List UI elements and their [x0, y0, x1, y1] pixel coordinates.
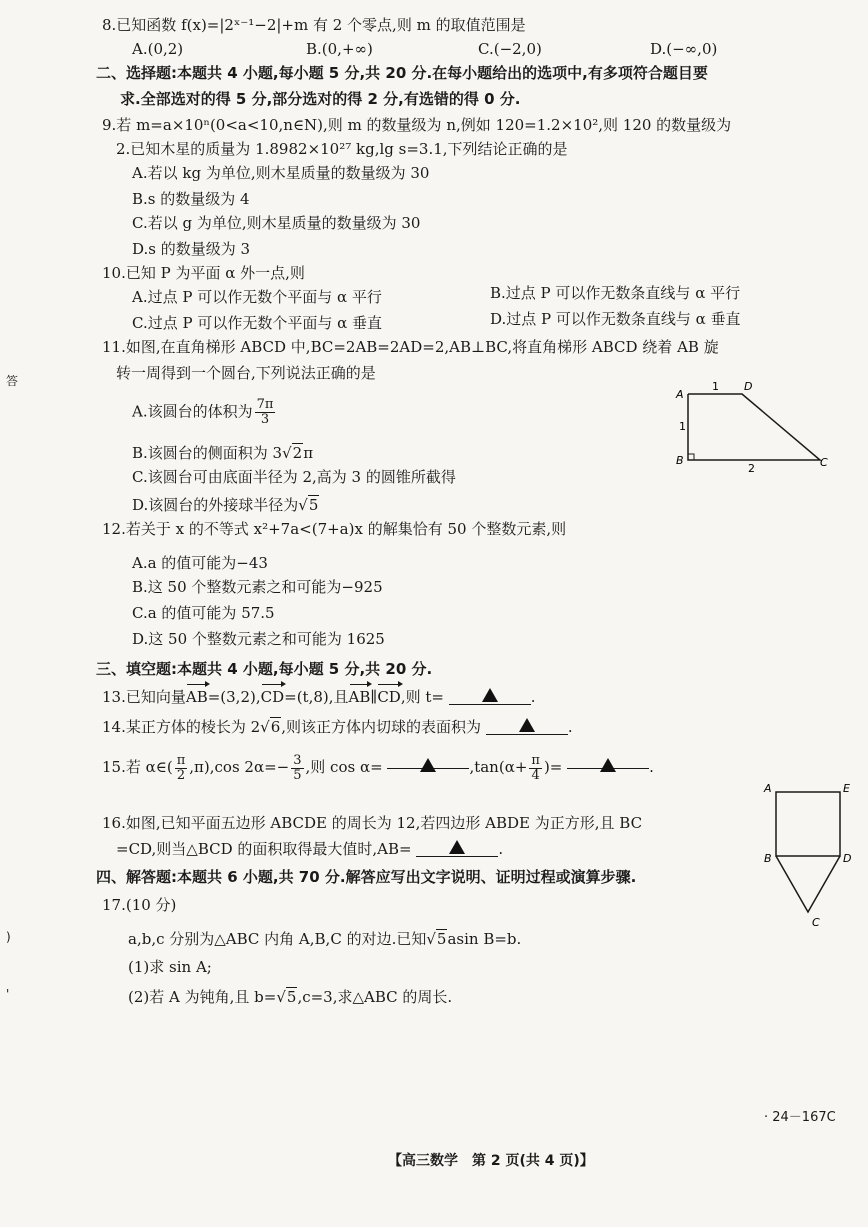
q8-option-c: C.(−2,0): [478, 40, 542, 58]
vertex-label-b: B: [764, 852, 772, 865]
q11-option-b: [132, 442, 313, 464]
sqrt-symbol: √: [276, 988, 286, 1006]
answer-blank[interactable]: [416, 838, 498, 857]
fraction-numerator: π: [176, 752, 186, 768]
q14: [102, 716, 573, 738]
q11-option-c: C.该圆台可由底面半径为 2,高为 3 的圆锥所截得: [132, 468, 456, 486]
side-label-bc: 2: [748, 462, 755, 474]
radicand: 6: [270, 718, 281, 736]
q12-option-c: C.a 的值可能为 57.5: [132, 604, 275, 622]
q11-option-a: [132, 398, 277, 427]
margin-mark: ): [6, 930, 11, 944]
q11-option-b-suffix: π: [303, 444, 314, 462]
q10-stem: 10.已知 P 为平面 α 外一点,则: [102, 264, 305, 282]
radicand: 5: [436, 930, 447, 948]
fraction-denominator: 3: [260, 412, 270, 427]
q11-stem-2: 转一周得到一个圆台,下列说法正确的是: [116, 364, 376, 382]
q12-option-b: B.这 50 个整数元素之和可能为−925: [132, 578, 383, 596]
q15-text: 15.若 α∈(: [102, 758, 173, 776]
q11-option-d-text: D.该圆台的外接球半径为: [132, 496, 299, 514]
side-label-ad: 1: [712, 380, 719, 393]
fraction: [291, 754, 303, 783]
q10-option-d: D.过点 P 可以作无数条直线与 α 垂直: [490, 310, 741, 328]
q15-text: ,则 cos α=: [305, 758, 383, 776]
fraction-numerator: 3: [293, 752, 302, 768]
q12-option-a: A.a 的值可能为−43: [132, 554, 268, 572]
q17-line-1: [128, 928, 521, 950]
triangle-marker-icon: [519, 718, 535, 732]
section-2-note: 求.全部选对的得 5 分,部分选对的得 2 分,有选错的得 0 分.: [120, 90, 521, 108]
vector-ab: AB: [348, 688, 371, 706]
q17-heading: 17.(10 分): [102, 896, 177, 914]
q10-option-c: C.过点 P 可以作无数个平面与 α 垂直: [132, 314, 383, 332]
q16-end: .: [498, 840, 504, 858]
vertex-label-c: C: [812, 916, 820, 929]
q17-text: asin B=b.: [447, 930, 522, 948]
answer-blank[interactable]: [567, 750, 649, 769]
fraction: [175, 754, 188, 783]
section-3-heading: 三、填空题:本题共 4 小题,每小题 5 分,共 20 分.: [96, 660, 433, 678]
triangle-bcd: [776, 856, 840, 912]
q15-text: ,π),cos 2α=−: [189, 758, 290, 776]
q15-text: ,tan(α+: [469, 758, 528, 776]
q8-option-d: D.(−∞,0): [650, 40, 718, 58]
fraction-numerator: 7π: [256, 397, 274, 412]
fraction-denominator: 5: [293, 767, 302, 783]
q13-end: .: [530, 688, 536, 706]
fraction-denominator: 2: [176, 767, 186, 783]
vector-ab: AB: [185, 688, 208, 706]
q13-text: 13.已知向量: [102, 688, 186, 706]
triangle-marker-icon: [449, 840, 465, 854]
q17-part-2: [128, 986, 452, 1008]
radicand: 5: [286, 988, 297, 1006]
trapezoid-outline: [688, 394, 820, 460]
q17-part-1: (1)求 sin A;: [128, 958, 212, 976]
q11-option-d: [132, 494, 319, 516]
q10-option-a: A.过点 P 可以作无数个平面与 α 平行: [132, 288, 382, 306]
q15-end: .: [649, 758, 654, 776]
q16-pentagon-figure: [760, 780, 860, 932]
q9-stem-2: 2.已知木星的质量为 1.8982×10²⁷ kg,lg s=3.1,下列结论正确的是: [116, 140, 568, 158]
vector-cd: CD: [260, 688, 285, 706]
q15: [102, 750, 654, 784]
page-footer: 【高三数学 第 2 页(共 4 页)】: [388, 1153, 594, 1169]
fraction: [255, 398, 276, 427]
q17-text: (2)若 A 为钝角,且 b=: [128, 988, 277, 1006]
q13-text: ,则 t=: [400, 688, 444, 706]
q12-option-d: D.这 50 个整数元素之和可能为 1625: [132, 630, 385, 648]
q11-option-a-text: A.该圆台的体积为: [132, 402, 253, 421]
vertex-label-d: D: [744, 380, 753, 393]
square-abde: [776, 792, 840, 856]
q10-option-b: B.过点 P 可以作无数条直线与 α 平行: [490, 284, 741, 302]
sqrt-symbol: √: [426, 930, 436, 948]
q14-text: ,则该正方体内切球的表面积为: [281, 718, 482, 736]
q9-option-c: C.若以 g 为单位,则木星质量的数量级为 30: [132, 214, 421, 232]
q8-option-b: B.(0,+∞): [306, 40, 373, 58]
parallel-symbol: ∥: [370, 688, 378, 706]
sqrt-symbol: √: [298, 496, 308, 514]
margin-mark: ': [6, 987, 10, 1001]
answer-blank[interactable]: [387, 750, 469, 769]
q9-stem-1: 9.若 m=a×10ⁿ(0<a<10,n∈N),则 m 的数量级为 n,例如 120=1.2×10²,则 120 的数量级为: [102, 116, 732, 134]
q16-line-1: 16.如图,已知平面五边形 ABCDE 的周长为 12,若四边形 ABDE 为正方形,且 BC: [102, 814, 643, 832]
vector-cd: CD: [377, 688, 401, 706]
radicand: 2: [292, 444, 303, 462]
side-label-ab: 1: [679, 420, 686, 433]
vertex-label-e: E: [843, 782, 850, 795]
margin-mark: 答: [6, 374, 19, 388]
sqrt-symbol: √: [282, 444, 292, 462]
section-2-heading: 二、选择题:本题共 4 小题,每小题 5 分,共 20 分.在每小题给出的选项中,有多项符合题目要: [96, 64, 708, 82]
fraction-numerator: π: [531, 752, 540, 768]
fraction: [529, 754, 542, 783]
q16-line-2: [116, 838, 503, 860]
q16-text: =CD,则当△BCD 的面积取得最大值时,AB=: [116, 840, 412, 858]
q9-option-a: A.若以 kg 为单位,则木星质量的数量级为 30: [132, 164, 430, 182]
q11-trapezoid-figure: [668, 378, 838, 474]
radicand: 5: [308, 496, 319, 514]
fraction-denominator: 4: [531, 767, 540, 783]
q9-option-d: D.s 的数量级为 3: [132, 240, 251, 258]
vertex-label-c: C: [820, 456, 828, 469]
triangle-marker-icon: [420, 758, 436, 772]
q8-stem: 8.已知函数 f(x)=|2ˣ⁻¹−2|+m 有 2 个零点,则 m 的取值范围是: [102, 16, 526, 34]
vertex-label-a: A: [764, 782, 772, 795]
q14-text: 14.某正方体的棱长为 2: [102, 718, 261, 736]
right-angle-mark: [688, 454, 694, 460]
paper-code: · 24－167C: [764, 1110, 836, 1125]
vertex-label-b: B: [676, 454, 684, 467]
q11-option-b-text: B.该圆台的侧面积为 3: [132, 444, 283, 462]
q8-option-a: A.(0,2): [132, 40, 184, 58]
q13-text: =(3,2),: [207, 688, 261, 706]
triangle-marker-icon: [482, 688, 498, 702]
triangle-marker-icon: [600, 758, 616, 772]
sqrt-symbol: √: [260, 718, 270, 736]
q14-end: .: [567, 718, 573, 736]
q12-stem: 12.若关于 x 的不等式 x²+7a<(7+a)x 的解集恰有 50 个整数元素,则: [102, 520, 567, 538]
q17-text: ,c=3,求△ABC 的周长.: [297, 988, 453, 1006]
section-4-heading: 四、解答题:本题共 6 小题,共 70 分.解答应写出文字说明、证明过程或演算步骤.: [96, 868, 637, 886]
q9-option-b: B.s 的数量级为 4: [132, 190, 250, 208]
vertex-label-a: A: [676, 388, 684, 401]
q11-stem-1: 11.如图,在直角梯形 ABCD 中,BC=2AB=2AD=2,AB⊥BC,将直角梯形 ABCD 绕着 AB 旋: [102, 338, 719, 356]
q17-text: a,b,c 分别为△ABC 内角 A,B,C 的对边.已知: [128, 930, 427, 948]
q15-text: )=: [543, 758, 563, 776]
q13-text: =(t,8),且: [284, 688, 349, 706]
vertex-label-d: D: [843, 852, 852, 865]
answer-blank[interactable]: [449, 686, 531, 705]
q13: [102, 686, 536, 708]
answer-blank[interactable]: [486, 716, 568, 735]
